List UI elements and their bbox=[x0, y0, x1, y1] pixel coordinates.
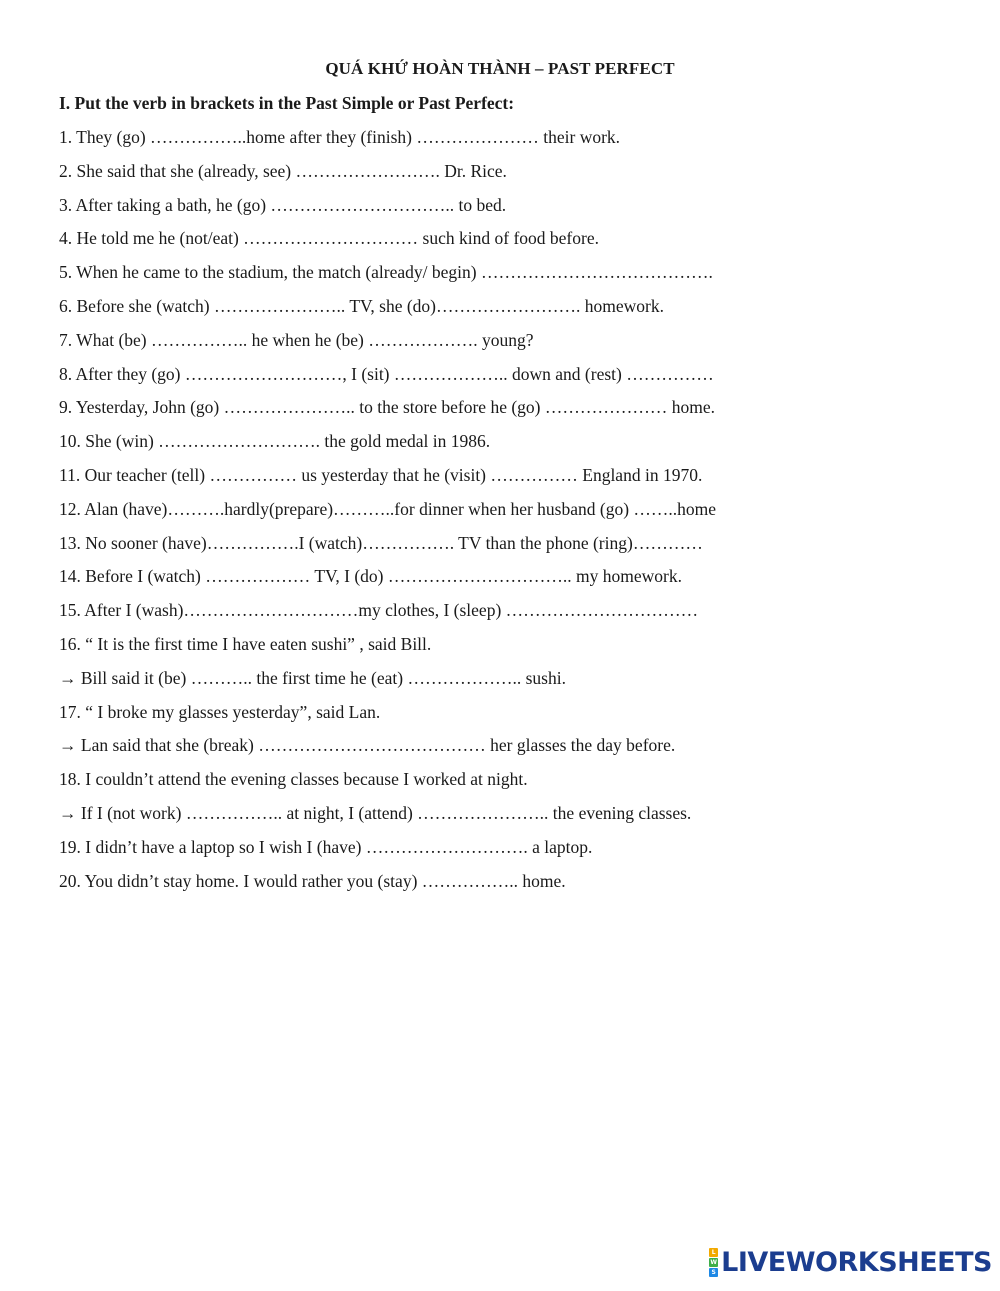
exercise-line: 11. Our teacher (tell) …………… us yesterday that he (visit) …………… England in 1970. bbox=[59, 464, 703, 485]
section-heading: I. Put the verb in brackets in the Past Simple or Past Perfect: bbox=[59, 93, 515, 113]
logo-block: L bbox=[709, 1248, 718, 1257]
exercise-line: 16. “ It is the first time I have eaten sushi” , said Bill. bbox=[59, 633, 432, 654]
exercise-line: 1. They (go) ……………..home after they (finish) ………………… their work. bbox=[59, 127, 621, 147]
logo-blocks-icon bbox=[709, 1248, 718, 1277]
exercise-line: 14. Before I (watch) ……………… TV, I (do) ………………………….. my homework. bbox=[59, 566, 682, 587]
logo-text: LIVEWORKSHEETS bbox=[721, 1247, 992, 1278]
exercise-line: 10. She (win) ………………………. the gold medal in 1986. bbox=[59, 431, 491, 452]
exercise-line: 7. What (be) …………….. he when he (be) ………………. young? bbox=[59, 329, 534, 350]
exercise-line: 19. I didn’t have a laptop so I wish I (have) ………………………. a laptop. bbox=[59, 836, 593, 857]
logo-block: W bbox=[710, 1259, 717, 1266]
exercise-line: 9. Yesterday, John (go) ………………….. to the store before he (go) ………………… home. bbox=[59, 397, 715, 418]
exercise-line: 15. After I (wash)…………………………my clothes, I (sleep) …………………………… bbox=[59, 600, 699, 621]
exercise-line: 3. After taking a bath, he (go) ………………………….. to bed. bbox=[59, 194, 507, 215]
exercise-line: 4. He told me he (not/eat) ………………………… such kind of food before. bbox=[59, 228, 599, 249]
exercise-line: 5. When he came to the stadium, the match (already/ begin) …………………………………. bbox=[59, 262, 713, 283]
exercise-line: 17. “ I broke my glasses yesterday”, said Lan. bbox=[59, 701, 381, 722]
exercise-list bbox=[59, 125, 959, 902]
page-title: QUÁ KHỨ HOÀN THÀNH – PAST PERFECT bbox=[325, 59, 675, 78]
exercise-line: 2. She said that she (already, see) ……………………. Dr. Rice. bbox=[59, 160, 507, 181]
exercise-line: 13. No sooner (have)…………….I (watch)……………. TV than the phone (ring)………… bbox=[59, 532, 703, 553]
exercise-line: → If I (not work) …………….. at night, I (attend) ………………….. the evening classes. bbox=[59, 802, 692, 823]
exercise-line: 12. Alan (have)……….hardly(prepare)………..for dinner when her husband (go) ……..home bbox=[59, 498, 717, 519]
logo-block: S bbox=[709, 1268, 718, 1277]
exercise-line: → Bill said it (be) ……….. the first time he (eat) ……………….. sushi. bbox=[59, 667, 566, 688]
exercise-line: 6. Before she (watch) ………………….. TV, she (do)……………………. homework. bbox=[59, 295, 664, 316]
liveworksheets-logo[interactable] bbox=[709, 1247, 992, 1278]
exercise-line: 8. After they (go) ………………………, I (sit) ……………….. down and (rest) …………… bbox=[59, 363, 714, 384]
exercise-line: 20. You didn’t stay home. I would rather you (stay) …………….. home. bbox=[59, 870, 566, 891]
exercise-line: → Lan said that she (break) ………………………………… her glasses the day before. bbox=[59, 735, 676, 756]
exercise-line: 18. I couldn’t attend the evening classes because I worked at night. bbox=[59, 769, 528, 790]
